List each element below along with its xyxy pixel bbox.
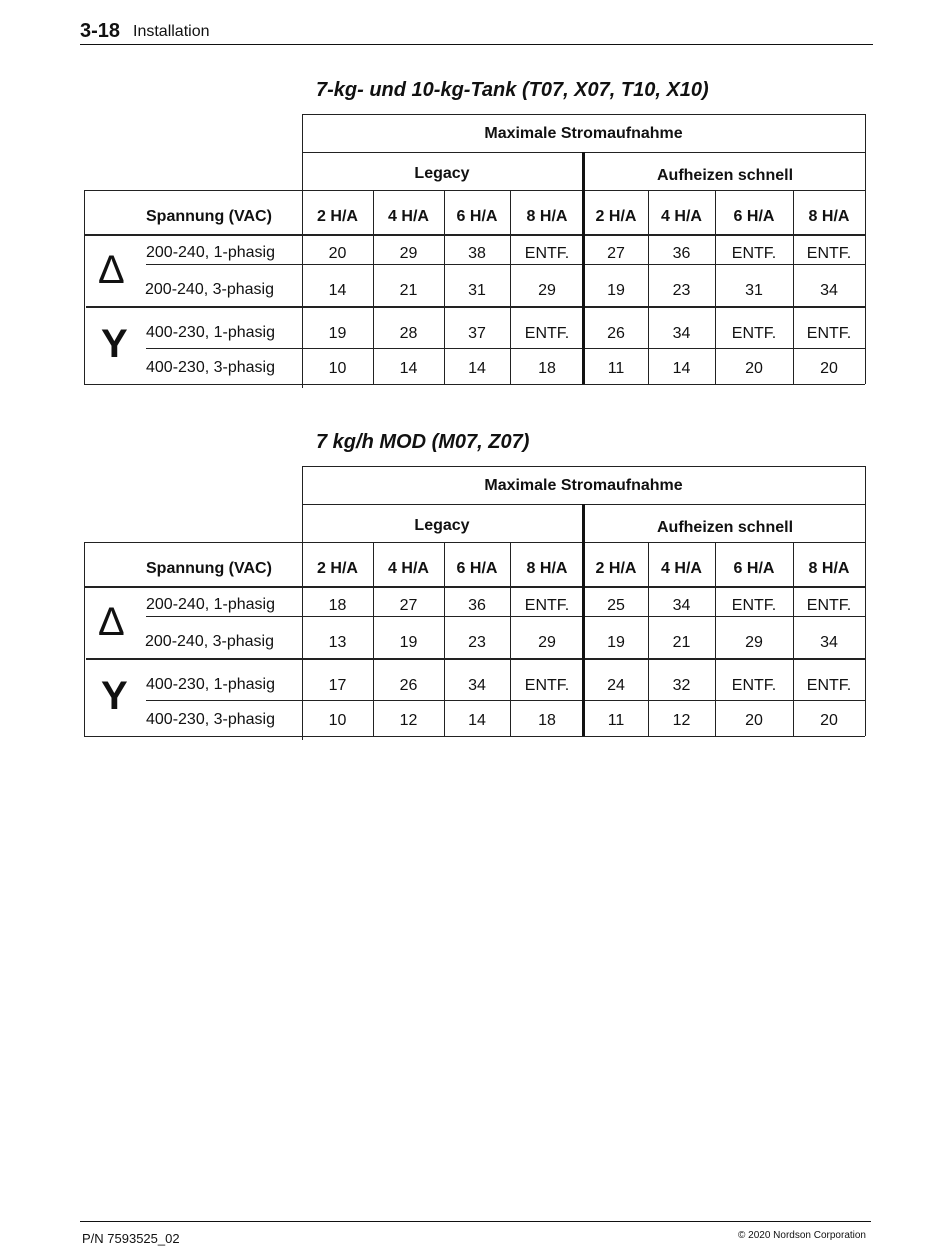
grid-line xyxy=(84,542,85,736)
part-number: P/N 7593525_02 xyxy=(82,1231,180,1246)
grid-line xyxy=(865,114,866,384)
column-header: 8 H/A xyxy=(808,208,850,225)
star-symbol: Y xyxy=(101,322,128,366)
current-value: ENTF. xyxy=(524,325,570,342)
current-value: ENTF. xyxy=(806,597,852,614)
current-value: 14 xyxy=(468,712,486,729)
column-header: 2 H/A xyxy=(317,208,358,225)
current-value: 18 xyxy=(538,360,556,377)
current-value: 14 xyxy=(672,360,691,377)
current-value: ENTF. xyxy=(806,677,852,694)
column-header: 2 H/A xyxy=(317,560,358,577)
current-value: 19 xyxy=(328,325,347,342)
current-value: 12 xyxy=(399,712,418,729)
current-value: 29 xyxy=(538,282,556,299)
voltage-label: 400-230, 1-phasig xyxy=(146,676,275,693)
current-value: ENTF. xyxy=(524,597,570,614)
grid-line xyxy=(146,264,865,265)
current-value: 23 xyxy=(672,282,691,299)
current-value: 29 xyxy=(745,634,763,651)
voltage-label: 200-240, 1-phasig xyxy=(146,244,275,261)
current-value: 10 xyxy=(328,712,347,729)
current-value: 29 xyxy=(399,245,418,262)
current-value: 26 xyxy=(607,325,625,342)
current-value: 20 xyxy=(745,712,763,729)
current-value: 20 xyxy=(820,712,838,729)
grid-line xyxy=(865,466,866,736)
voltage-label: 400-230, 3-phasig xyxy=(146,359,275,376)
grid-line xyxy=(302,466,865,467)
current-value: 11 xyxy=(607,360,625,377)
current-value: 28 xyxy=(399,325,418,342)
column-header: 8 H/A xyxy=(808,560,850,577)
current-value: 34 xyxy=(672,597,691,614)
column-header: 2 H/A xyxy=(595,208,637,225)
current-value: 27 xyxy=(607,245,625,262)
voltage-label: 200-240, 3-phasig xyxy=(145,281,274,298)
column-header: 6 H/A xyxy=(733,208,775,225)
current-value: 19 xyxy=(399,634,418,651)
voltage-label: 400-230, 1-phasig xyxy=(146,324,275,341)
table-title: 7 kg/h MOD (M07, Z07) xyxy=(316,431,530,453)
current-value: 32 xyxy=(672,677,691,694)
grid-line xyxy=(84,384,865,385)
page-header xyxy=(80,20,873,45)
current-value: 17 xyxy=(328,677,347,694)
current-table xyxy=(0,466,950,746)
grid-line xyxy=(146,700,865,701)
column-header: 6 H/A xyxy=(733,560,775,577)
current-value: 12 xyxy=(672,712,691,729)
legacy-header: Legacy xyxy=(414,165,470,182)
current-value: 21 xyxy=(672,634,691,651)
current-value: 18 xyxy=(328,597,347,614)
column-header: 6 H/A xyxy=(456,560,498,577)
current-value: ENTF. xyxy=(731,677,777,694)
column-header: 4 H/A xyxy=(388,208,429,225)
current-value: ENTF. xyxy=(731,325,777,342)
current-value: 21 xyxy=(399,282,418,299)
current-value: 36 xyxy=(468,597,486,614)
current-value: 14 xyxy=(399,360,418,377)
current-value: 18 xyxy=(538,712,556,729)
grid-line xyxy=(84,586,865,588)
current-value: 24 xyxy=(607,677,625,694)
grid-line xyxy=(302,114,865,115)
current-value: 34 xyxy=(672,325,691,342)
voltage-label: 400-230, 3-phasig xyxy=(146,711,275,728)
section-name: Installation xyxy=(133,23,210,40)
current-value: 14 xyxy=(328,282,347,299)
fast-heat-header: Aufheizen schnell xyxy=(656,519,794,536)
current-value: 11 xyxy=(607,712,625,729)
current-value: ENTF. xyxy=(806,245,852,262)
group-divider xyxy=(582,504,585,736)
current-value: 19 xyxy=(607,282,625,299)
column-header: 4 H/A xyxy=(388,560,429,577)
star-symbol: Y xyxy=(101,674,128,718)
grid-line xyxy=(84,190,85,384)
voltage-label: 200-240, 1-phasig xyxy=(146,596,275,613)
column-header: 4 H/A xyxy=(661,208,702,225)
current-value: ENTF. xyxy=(731,245,777,262)
delta-symbol: Δ xyxy=(98,600,125,644)
current-table xyxy=(0,114,950,394)
voltage-label: 200-240, 3-phasig xyxy=(145,633,274,650)
current-value: 20 xyxy=(745,360,763,377)
current-value: 31 xyxy=(468,282,486,299)
voltage-header: Spannung (VAC) xyxy=(146,560,272,577)
page-footer xyxy=(80,1221,871,1246)
column-header: 4 H/A xyxy=(661,560,702,577)
current-value: 14 xyxy=(468,360,486,377)
delta-symbol: Δ xyxy=(98,248,125,292)
group-divider xyxy=(582,152,585,384)
current-value: 27 xyxy=(399,597,418,614)
page-number: 3-18 xyxy=(80,20,121,42)
grid-line xyxy=(146,616,865,617)
current-value: ENTF. xyxy=(524,677,570,694)
grid-line xyxy=(84,736,865,737)
legacy-header: Legacy xyxy=(414,517,470,534)
current-value: 23 xyxy=(468,634,486,651)
current-value: 34 xyxy=(820,634,838,651)
current-value: 19 xyxy=(607,634,625,651)
current-value: ENTF. xyxy=(524,245,570,262)
current-value: ENTF. xyxy=(806,325,852,342)
current-value: 37 xyxy=(468,325,486,342)
current-value: 10 xyxy=(328,360,347,377)
current-value: 25 xyxy=(607,597,625,614)
current-value: 31 xyxy=(745,282,763,299)
copyright: © 2020 Nordson Corporation xyxy=(738,1230,866,1241)
column-header: 8 H/A xyxy=(526,208,568,225)
grid-line xyxy=(84,234,865,236)
current-value: 13 xyxy=(328,634,347,651)
grid-line xyxy=(86,658,865,660)
current-value: 34 xyxy=(468,677,486,694)
fast-heat-header: Aufheizen schnell xyxy=(656,167,794,184)
grid-line xyxy=(84,542,865,543)
grid-line xyxy=(84,190,865,191)
current-value: 20 xyxy=(820,360,838,377)
current-value: 20 xyxy=(328,245,347,262)
current-value: 29 xyxy=(538,634,556,651)
current-value: 38 xyxy=(468,245,486,262)
current-value: 36 xyxy=(672,245,691,262)
current-value: 26 xyxy=(399,677,418,694)
table-title: 7-kg- und 10-kg-Tank (T07, X07, T10, X10) xyxy=(316,79,709,101)
grid-line xyxy=(146,348,865,349)
current-value: ENTF. xyxy=(731,597,777,614)
grid-line xyxy=(86,306,865,308)
current-value: 34 xyxy=(820,282,838,299)
max-current-header: Maximale Stromaufnahme xyxy=(484,477,683,494)
voltage-header: Spannung (VAC) xyxy=(146,208,272,225)
column-header: 8 H/A xyxy=(526,560,568,577)
column-header: 2 H/A xyxy=(595,560,637,577)
column-header: 6 H/A xyxy=(456,208,498,225)
max-current-header: Maximale Stromaufnahme xyxy=(484,125,683,142)
